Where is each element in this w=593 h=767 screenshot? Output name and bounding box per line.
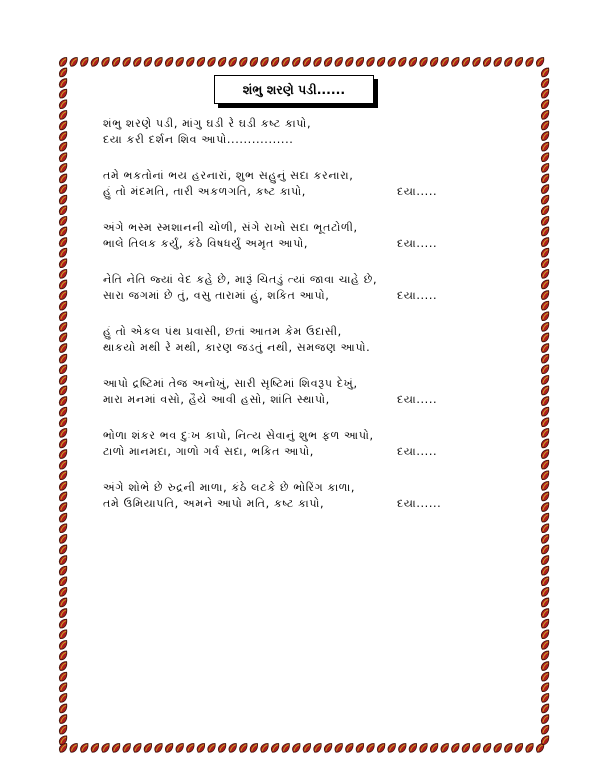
border-motif [535,57,546,67]
border-motif [280,743,291,753]
border-motif [58,375,69,385]
border-motif [503,743,514,753]
border-motif [418,57,429,67]
poem-line-text: અંગે શોભે છે રુદ્રની માળા, કંઠે લટકે છે ભોરિંગ કાળા, [103,481,356,494]
border-motif [376,57,387,67]
border-motif [540,693,551,703]
border-motif [540,279,551,289]
stanza [103,168,483,199]
border-motif [540,375,551,385]
border-motif [58,343,69,353]
poem-line [103,428,483,444]
border-motif [439,743,450,753]
poem-line [103,376,483,392]
poem-line [103,236,483,252]
border-motif [58,725,69,735]
border-motif [540,460,551,470]
border-motif [153,743,164,753]
border-motif [58,481,69,491]
border-motif [302,743,313,753]
border-motif [540,672,551,682]
border-motif [58,640,69,650]
border-motif [58,703,69,713]
border-motif [492,57,503,67]
border-motif [376,743,387,753]
border-motif [58,735,69,745]
border-motif [540,523,551,533]
refrain-label: દયા..... [397,392,438,406]
poem-line-text: તમે ભકતોનાં ભય હરનારાં, શુભ સહુનું સદા કરનારા, [103,169,354,182]
poem-line-text: સારા જગમાં છે તું, વસુ તારામાં હું, શકિત આપો, [103,288,330,302]
border-motif [540,311,551,321]
border-motif [206,743,217,753]
border-motif [90,57,101,67]
border-motif [386,743,397,753]
border-motif [58,682,69,692]
border-motif [540,67,551,77]
poem-line [103,324,483,340]
border-motif [540,513,551,523]
border-motif [58,629,69,639]
border-motif [58,237,69,247]
border-motif [196,743,207,753]
border-motif [540,417,551,427]
poem-line [103,444,483,460]
border-motif [58,78,69,88]
poem-line [103,392,483,408]
border-motif [100,743,111,753]
poem-line-text: ભોળા શંકર ભવ દુઃખ કાપો, નિત્ય સેવાનું શુભ ફળ આપો, [103,429,374,442]
border-motif [540,269,551,279]
border-motif [111,57,122,67]
border-motif [386,57,397,67]
border-motif [540,89,551,99]
page-title: શંભુ શરણે પડી...... [242,81,346,97]
border-motif [482,743,493,753]
border-motif [540,290,551,300]
border-motif [355,57,366,67]
border-motif [227,743,238,753]
border-motif [540,216,551,226]
border-motif [344,743,355,753]
border-motif [540,428,551,438]
border-motif [540,661,551,671]
border-motif [58,301,69,311]
border-motif [540,481,551,491]
border-motif [540,354,551,364]
border-motif [365,57,376,67]
border-motif [355,743,366,753]
poem-line [103,288,483,304]
stanza [103,324,483,355]
border-motif [58,332,69,342]
poem-line-text: શંભુ શરણે પડી, માંગુ ઘડી રે ઘડી કષ્ટ કાપો, [103,117,312,130]
border-motif [471,57,482,67]
border-motif [540,491,551,501]
border-motif [58,396,69,406]
border-motif [249,743,260,753]
border-motif [58,650,69,660]
border-motif [58,544,69,554]
border-motif [540,163,551,173]
border-motif [540,576,551,586]
border-motif [514,57,525,67]
border-motif [58,534,69,544]
border-motif [503,57,514,67]
border-motif [68,57,79,67]
border-motif [164,57,175,67]
border-motif [58,311,69,321]
border-motif [540,131,551,141]
poem-line-text: ટાળો માનમદા, ગાળો ગર્વ સદા, ભકિત આપો, [103,444,314,458]
border-motif [540,534,551,544]
poem-line [103,480,483,496]
poem-line-text: હું તો એકલ પંથ પ્રવાસી, છતાં આતમ કેમ ઉદાસી, [103,325,342,338]
border-motif [132,743,143,753]
stanza [103,220,483,251]
border-motif [429,57,440,67]
border-motif [143,57,154,67]
border-motif [196,57,207,67]
border-motif [58,354,69,364]
border-motif [58,385,69,395]
border-motif [471,743,482,753]
border-motif [58,460,69,470]
border-motif [312,57,323,67]
border-motif [58,120,69,130]
border-motif [58,216,69,226]
stanza [103,376,483,407]
border-motif [174,743,185,753]
border-motif [540,470,551,480]
border-motif [58,417,69,427]
border-motif [540,597,551,607]
border-motif [540,332,551,342]
border-motif [217,743,228,753]
border-motif [270,57,281,67]
refrain-label: દયા..... [397,288,438,302]
border-motif [58,523,69,533]
border-motif [58,597,69,607]
border-motif [58,195,69,205]
border-motif [540,703,551,713]
border-motif [540,195,551,205]
border-motif [540,110,551,120]
border-motif [270,743,281,753]
border-motif [540,142,551,152]
border-motif [58,364,69,374]
poem-line-text: આપો દ્રષ્ટિમાં તેજ અનોખું, સારી સૃષ્ટિમાં શિવરૂપ દેખું, [103,377,358,390]
border-motif [514,743,525,753]
border-motif [58,184,69,194]
border-motif [291,743,302,753]
border-motif [58,587,69,597]
border-motif [540,587,551,597]
border-motif [132,57,143,67]
poem-line [103,184,483,200]
poem-line [103,168,483,184]
border-motif [58,672,69,682]
border-motif [58,491,69,501]
border-motif [540,248,551,258]
border-motif [58,693,69,703]
border-motif [365,743,376,753]
border-motif [153,57,164,67]
border-motif [540,619,551,629]
border-motif [58,89,69,99]
border-motif [524,743,535,753]
border-motif [58,57,69,67]
poem-line-text: અંગે ભસ્મ સ્મશાનની ચોળી, સંગે રાખો સદા ભૂતટોળી, [103,221,358,234]
border-motif [540,407,551,417]
border-motif [58,173,69,183]
border-motif [100,57,111,67]
border-motif [58,449,69,459]
border-motif [58,142,69,152]
border-motif [540,343,551,353]
refrain-label: દયા..... [397,444,438,458]
border-motif [540,608,551,618]
border-motif [58,407,69,417]
poem-line [103,220,483,236]
border-motif [58,205,69,215]
border-motif [540,385,551,395]
border-motif [397,743,408,753]
border-motif [58,131,69,141]
poem-line [103,496,483,512]
border-motif [58,566,69,576]
border-motif [111,743,122,753]
border-motif [450,57,461,67]
border-motif [58,163,69,173]
border-motif [540,322,551,332]
border-motif [492,743,503,753]
refrain-label: દયા...... [397,496,442,510]
border-motif [540,502,551,512]
border-motif [408,743,419,753]
border-motif [58,661,69,671]
border-motif [540,555,551,565]
border-motif [58,470,69,480]
border-motif [312,743,323,753]
border-motif [540,714,551,724]
poem-line [103,116,483,132]
border-motif [58,99,69,109]
border-motif [408,57,419,67]
border-motif [143,743,154,753]
border-motif [540,152,551,162]
poem-line-text: ભાલે તિલક કર્યું, કંઠે વિષધર્યું અમૃત આપો, [103,236,309,250]
border-motif [540,301,551,311]
poem-line-text: નેતિ નેતિ જ્યાં વેદ કહે છે, મારૂં ચિતડું ત્યાં જાવા ચાહે છે, [103,273,378,286]
border-motif [461,743,472,753]
poem-line-text: દયા કરી દર્શન શિવ આપો................ [103,132,294,146]
border-motif [164,743,175,753]
border-motif [540,544,551,554]
border-motif [58,258,69,268]
border-motif [540,226,551,236]
poem-line [103,340,483,356]
border-motif [540,396,551,406]
title-box [214,75,374,104]
refrain-label: દયા..... [397,184,438,198]
border-motif [540,725,551,735]
refrain-label: દયા..... [397,236,438,250]
border-motif [291,57,302,67]
stanza [103,272,483,303]
poem-line-text: થાકયો મથી રે મથી, કારણ જડતું નથી, સમજણ આપો. [103,340,371,354]
border-motif [121,743,132,753]
poem-line-text: મારા મનમાં વસો, હૈયે આવી હસો, શાંતિ સ્થાપો, [103,392,330,406]
border-motif [217,57,228,67]
poem-line-text: હું તો મંદમતિ, તારી અકળગતિ, કષ્ટ કાપો, [103,184,306,198]
border-motif [323,743,334,753]
border-motif [540,640,551,650]
border-motif [540,438,551,448]
border-motif [174,57,185,67]
border-motif [58,513,69,523]
border-motif [429,743,440,753]
border-motif [90,743,101,753]
border-motif [302,57,313,67]
poem-line [103,132,483,148]
border-motif [524,57,535,67]
border-motif [79,57,90,67]
border-motif [58,290,69,300]
border-motif [58,619,69,629]
border-motif [58,502,69,512]
poem-body [103,116,483,532]
border-motif [185,57,196,67]
poem-line [103,272,483,288]
border-motif [58,67,69,77]
poem-line-text: તમે ઉમિયાપતિ, અમને આપો મતિ, કષ્ટ કાપો, [103,496,325,510]
border-motif [58,555,69,565]
border-motif [450,743,461,753]
border-motif [280,57,291,67]
stanza [103,428,483,459]
border-motif [540,449,551,459]
border-motif [58,110,69,120]
border-motif [333,743,344,753]
border-motif [540,173,551,183]
border-motif [540,78,551,88]
border-motif [540,205,551,215]
border-motif [58,322,69,332]
border-motif [249,57,260,67]
border-motif [540,650,551,660]
border-motif [323,57,334,67]
border-motif [540,99,551,109]
border-motif [540,364,551,374]
border-motif [58,269,69,279]
border-motif [540,629,551,639]
border-motif [238,743,249,753]
border-motif [259,743,270,753]
border-motif [333,57,344,67]
border-motif [121,57,132,67]
border-motif [540,184,551,194]
border-motif [206,57,217,67]
border-motif [238,57,249,67]
border-motif [540,682,551,692]
border-motif [58,438,69,448]
border-motif [540,237,551,247]
border-motif [418,743,429,753]
border-motif [58,608,69,618]
border-motif [540,566,551,576]
border-motif [68,743,79,753]
border-motif [58,428,69,438]
border-motif [482,57,493,67]
border-motif [344,57,355,67]
border-motif [540,258,551,268]
stanza [103,116,483,147]
border-motif [58,152,69,162]
border-motif [461,57,472,67]
border-motif [58,714,69,724]
border-motif [58,248,69,258]
border-motif [439,57,450,67]
border-motif [58,576,69,586]
border-motif [227,57,238,67]
border-motif [58,226,69,236]
border-motif [185,743,196,753]
border-motif [259,57,270,67]
stanza [103,480,483,511]
border-motif [79,743,90,753]
border-motif [58,279,69,289]
border-motif [397,57,408,67]
border-motif [540,120,551,130]
border-motif [540,735,551,745]
